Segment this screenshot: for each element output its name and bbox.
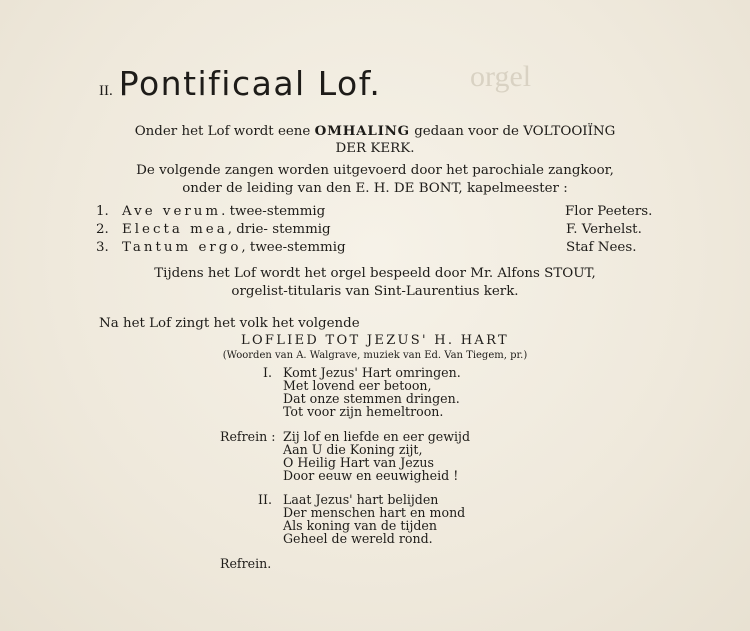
song-desc: , drie- stemmig: [227, 222, 331, 237]
verse-line: Dat onze stemmen dringen.: [283, 391, 460, 406]
song-composer: Staf Nees.: [566, 240, 637, 255]
organ-line-2: orgelist-titularis van Sint-Laurentius kerk.: [231, 284, 519, 299]
verse-line: Tot voor zijn hemeltroon.: [283, 404, 444, 419]
closing-refrain: Refrein.: [220, 556, 272, 571]
intro-bold-word: OMHALING: [314, 123, 410, 139]
choir-line-1: De volgende zangen worden uitgevoerd door het parochiale zangkoor,: [136, 163, 614, 178]
song-item: [122, 240, 346, 255]
song-item: [122, 204, 325, 219]
verse-line: Laat Jezus' hart belijden: [283, 492, 439, 507]
verse-label: II.: [258, 492, 272, 507]
verse-line: Zij lof en liefde en eer gewijd: [283, 429, 470, 444]
song-number: 1.: [96, 204, 109, 219]
verse-label: I.: [263, 365, 272, 380]
bleed-through-text: ᴏrgel: [470, 60, 532, 93]
organ-line-1: Tijdens het Lof wordt het orgel bespeeld door Mr. Alfons STOUT,: [154, 266, 596, 281]
song-item: [122, 222, 331, 237]
verse-line: Door eeuw en eeuwigheid !: [283, 468, 459, 483]
song-desc: , twee-stemmig: [241, 240, 346, 255]
hymn-credits: (Woorden van A. Walgrave, muziek van Ed. Van Tiegem, pr.): [222, 350, 528, 361]
verse-line: Aan U die Koning zijt,: [283, 442, 423, 457]
song-composer: Flor Peeters.: [565, 204, 653, 219]
song-title: Tantum ergo: [122, 240, 242, 255]
intro-text-post: gedaan voor de VOLTOOIÏNG: [414, 124, 616, 139]
verse-line: Geheel de wereld rond.: [283, 531, 433, 546]
verse-line: Met lovend eer betoon,: [283, 378, 432, 393]
intro-line-1: [0, 123, 750, 139]
verse-line: O Heilig Hart van Jezus: [283, 455, 434, 470]
song-number: 3.: [96, 240, 109, 255]
page-title: [99, 64, 381, 103]
verse-line: Der menschen hart en mond: [283, 505, 466, 520]
song-composer: F. Verhelst.: [566, 222, 642, 237]
song-number: 2.: [96, 222, 109, 237]
after-service-line: Na het Lof zingt het volk het volgende: [99, 316, 360, 331]
section-title: Pontificaal Lof.: [118, 64, 382, 103]
song-title: Electa mea: [122, 222, 228, 237]
intro-line-2: DER KERK.: [335, 141, 415, 156]
verse-line: Komt Jezus' Hart omringen.: [283, 365, 461, 380]
intro-text-pre: Onder het Lof wordt eene: [134, 124, 311, 139]
song-desc: . twee-stemmig: [221, 204, 326, 219]
choir-line-2: onder de leiding van den E. H. DE BONT, kapelmeester :: [182, 181, 568, 196]
song-title: Ave verum: [122, 204, 222, 219]
hymn-title: LOFLIED TOT JEZUS' H. HART: [241, 333, 509, 348]
refrain-label: Refrein :: [220, 429, 276, 444]
verse-line: Als koning van de tijden: [283, 518, 437, 533]
section-number: II.: [99, 83, 113, 99]
